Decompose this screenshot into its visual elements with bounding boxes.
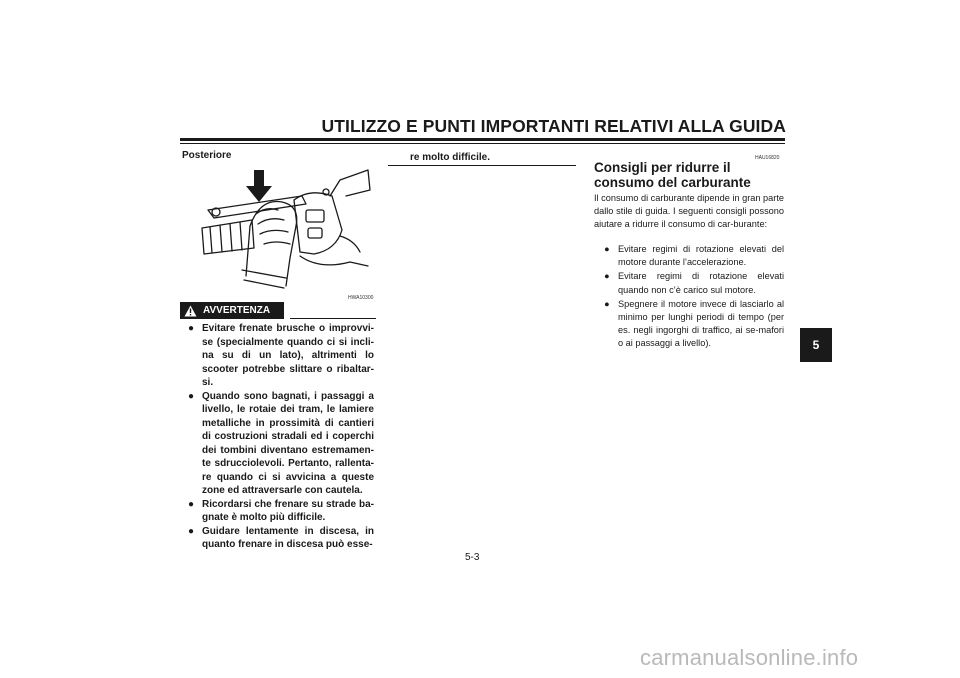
bullet-icon: ● bbox=[188, 498, 195, 510]
section-code: HAU16820 bbox=[755, 155, 780, 161]
list-item: ● Evitare frenate brusche o improvvi-se (specialmente quando ci si incli-na su di un lato), altrimenti lo scooter potrebbe slittare o ribaltar-si. bbox=[188, 323, 374, 388]
bullet-icon: ● bbox=[188, 323, 195, 334]
arrow-down-icon bbox=[246, 170, 272, 202]
section-heading: Consigli per ridurre il consumo del carburante bbox=[594, 160, 751, 190]
chapter-tab: 5 bbox=[800, 328, 832, 362]
bullet-icon: ● bbox=[604, 244, 610, 254]
list-item: ● Quando sono bagnati, i passaggi a livello, le rotaie dei tram, le lamiere metalliche in prossimità di cantieri di costruzioni stradali ed i coperchi dei tombini diventano estremamen-te sdrucciolevoli. Pertanto, rallenta-re quando ci si avvicina a queste zone ed attraversarle con cautela. bbox=[188, 390, 374, 496]
list-item: ● Evitare regimi di rotazione elevati quando non c’è carico sul motore. bbox=[604, 271, 784, 295]
bullet-icon: ● bbox=[188, 525, 195, 537]
warning-rule bbox=[290, 318, 376, 319]
page-title: UTILIZZO E PUNTI IMPORTANTI RELATIVI ALLA GUIDA bbox=[321, 116, 786, 136]
bullet-icon: ● bbox=[188, 390, 195, 402]
brake-lever-illustration bbox=[190, 166, 375, 291]
image-code: HWA10300 bbox=[348, 295, 374, 301]
section-intro: Il consumo di carburante dipende in gran parte dallo stile di guida. I seguenti consigli possono aiutare a ridurre il consumo di car-burante: bbox=[594, 193, 784, 230]
bullet-icon: ● bbox=[604, 271, 610, 282]
list-item: ● Ricordarsi che frenare su strade ba-gnate è molto più difficile. bbox=[188, 498, 374, 523]
watermark: carmanualsonline.info bbox=[640, 645, 859, 670]
section-title-posteriore: Posteriore bbox=[182, 150, 232, 161]
warning-list bbox=[188, 322, 374, 552]
left-column bbox=[180, 150, 375, 161]
page-number: 5-3 bbox=[465, 552, 480, 563]
title-rule-thick bbox=[180, 138, 785, 141]
warning-label: AVVERTENZA bbox=[203, 305, 271, 316]
tips-list bbox=[604, 243, 784, 352]
warning-end-rule bbox=[388, 165, 576, 166]
list-item: ● Evitare regimi di rotazione elevati del motore durante l’accelerazione. bbox=[604, 244, 784, 268]
warning-banner bbox=[180, 302, 284, 319]
bullet-icon: ● bbox=[604, 298, 610, 309]
warning-triangle-icon bbox=[184, 305, 197, 317]
list-item: ● Spegnere il motore invece di lasciarlo al minimo per lunghi periodi di tempo (per es. negli ingorghi di traffico, ai se-mafori o ai passaggi a livello). bbox=[604, 298, 784, 349]
title-rule-thin bbox=[180, 143, 785, 144]
list-item: ● Guidare lentamente in discesa, in quanto frenare in discesa può esse- bbox=[188, 525, 374, 550]
warning-continuation: re molto difficile. bbox=[410, 152, 491, 163]
